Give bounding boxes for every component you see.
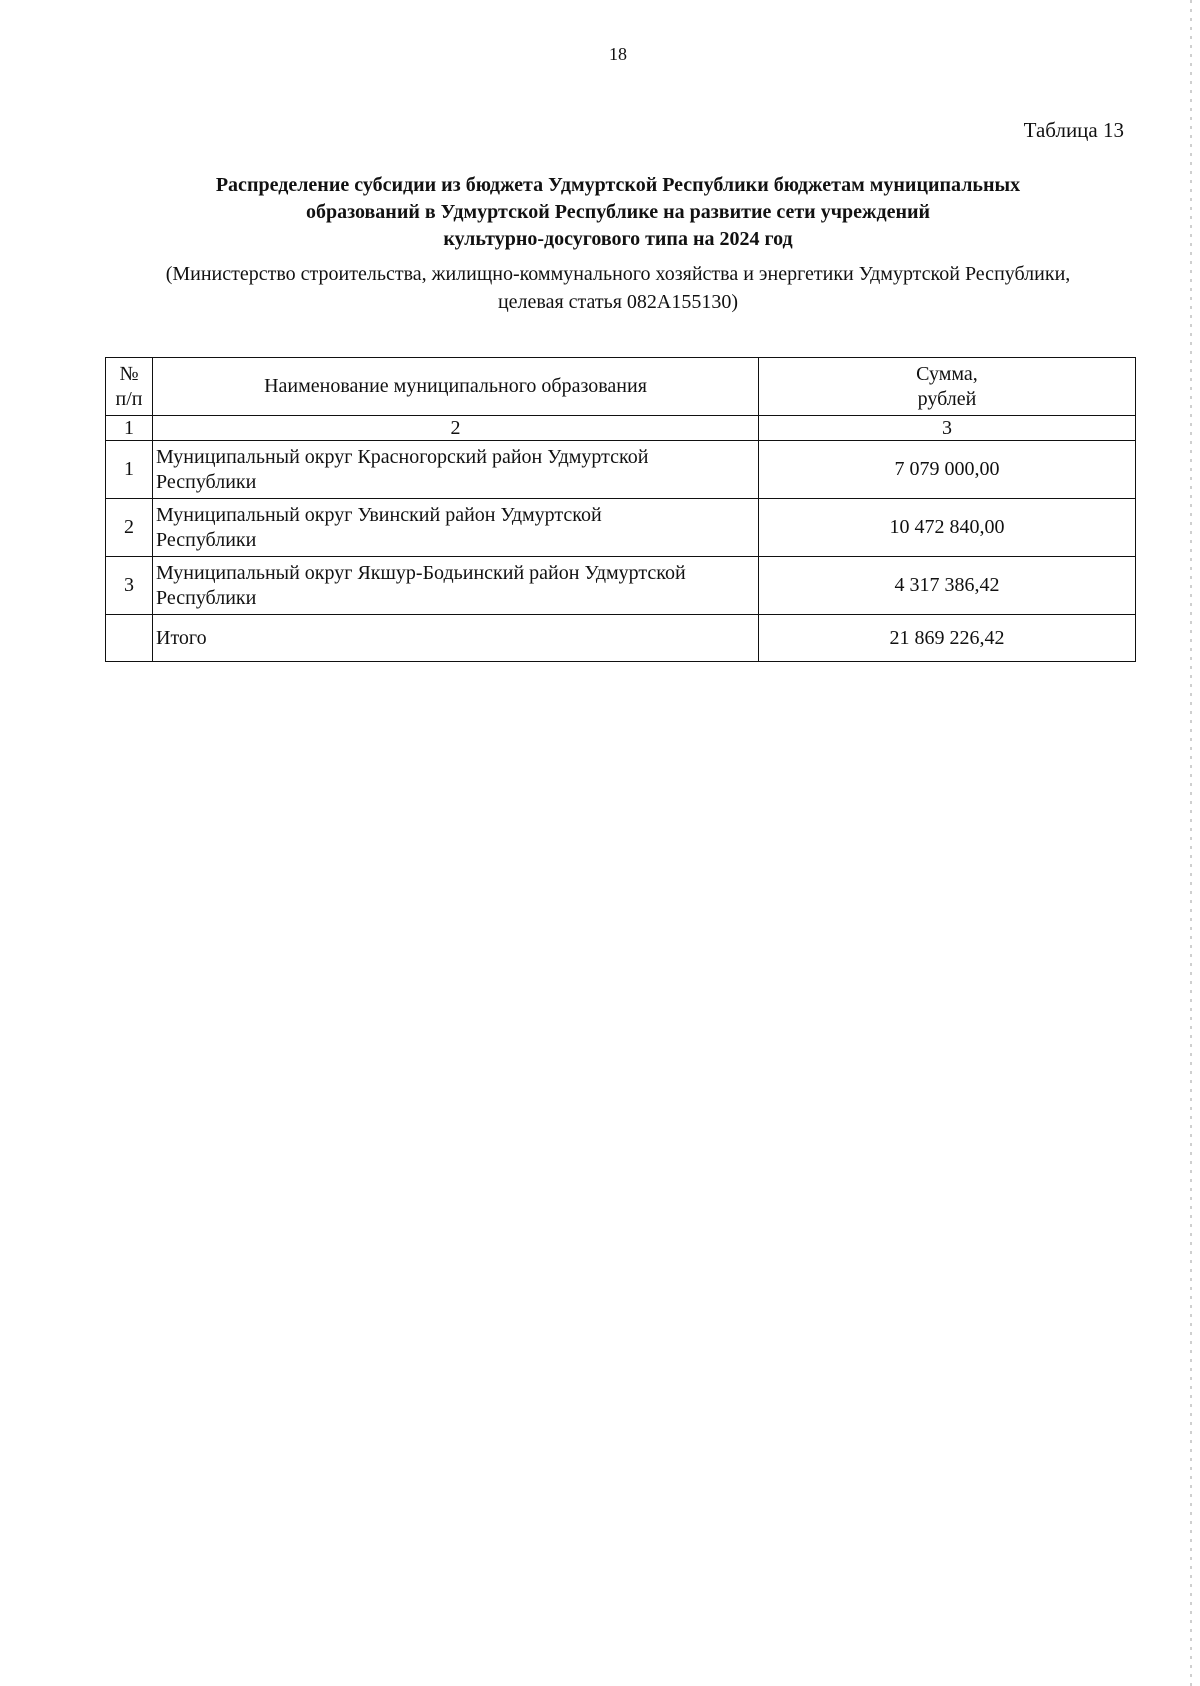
total-row: [106, 615, 1136, 662]
row-sum: 4 317 386,42: [759, 557, 1136, 615]
row-number: 3: [106, 557, 153, 615]
row-number: 1: [106, 441, 153, 499]
page-number: 18: [609, 44, 627, 64]
municipality-line: Муниципальный округ Красногорский район Удмуртской: [156, 445, 649, 468]
row-sum: 10 472 840,00: [759, 499, 1136, 557]
header-number-abbr: п/п: [115, 387, 143, 410]
table-row: [106, 499, 1136, 557]
subsidy-distribution-table: [105, 357, 1136, 662]
table-row: [106, 441, 1136, 499]
total-sum: 21 869 226,42: [759, 615, 1136, 662]
column-index: 1: [106, 416, 153, 441]
column-index-row: [106, 416, 1136, 441]
header-number-symbol: №: [119, 362, 139, 385]
header-sum: [759, 358, 1136, 416]
row-municipality: [153, 557, 759, 615]
title-line: Распределение субсидии из бюджета Удмуртской Республики бюджетам муниципальных: [215, 174, 1021, 196]
row-sum: 7 079 000,00: [759, 441, 1136, 499]
header-sum-unit: рублей: [917, 387, 977, 410]
scan-edge-artifact: [1190, 0, 1192, 1686]
row-municipality: [153, 441, 759, 499]
header-name: Наименование муниципального образования: [153, 358, 759, 416]
municipality-line: Республики: [156, 586, 257, 609]
table-label: Таблица 13: [1023, 118, 1124, 142]
table-header-row: [106, 358, 1136, 416]
row-municipality: [153, 499, 759, 557]
total-number-empty: [106, 615, 153, 662]
municipality-line: Муниципальный округ Якшур-Бодьинский район Удмуртской: [156, 561, 686, 584]
subtitle-line: целевая статья 082A155130): [497, 291, 739, 313]
municipality-line: Республики: [156, 470, 257, 493]
table-row: [106, 557, 1136, 615]
municipality-line: Муниципальный округ Увинский район Удмуртской: [156, 503, 602, 526]
header-number: [106, 358, 153, 416]
total-label: Итого: [153, 615, 759, 662]
municipality-line: Республики: [156, 528, 257, 551]
title-line: образований в Удмуртской Республике на развитие сети учреждений: [305, 201, 931, 223]
document-title: [100, 172, 1136, 253]
column-index: 3: [759, 416, 1136, 441]
header-sum-title: Сумма,: [916, 362, 978, 385]
subtitle-line: (Министерство строительства, жилищно-коммунального хозяйства и энергетики Удмуртской Республики,: [165, 263, 1071, 285]
column-index: 2: [153, 416, 759, 441]
title-line: культурно-досугового типа на 2024 год: [443, 228, 793, 250]
row-number: 2: [106, 499, 153, 557]
document-subtitle: [100, 260, 1136, 316]
